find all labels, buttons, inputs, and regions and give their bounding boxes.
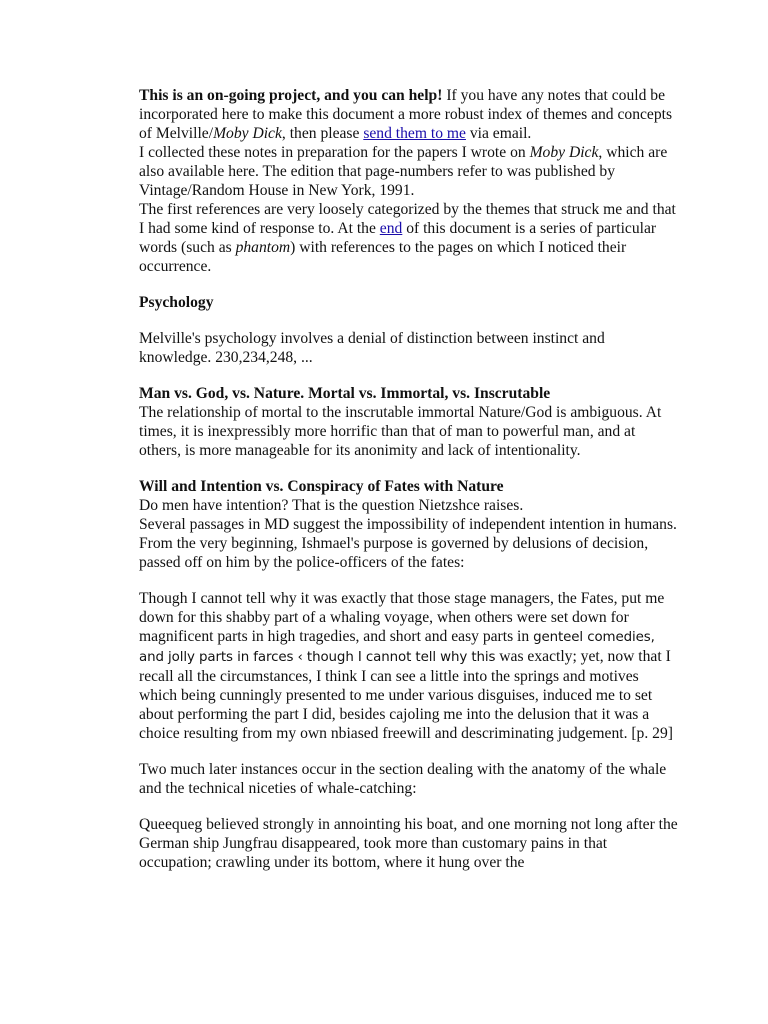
spacer [139,367,679,384]
edition-text-b: , which are also available here. The edition that page-numbers refer to was published by Vintage/Random House in New York, 1991. [139,144,668,199]
queequeg-quote: Queequeg believed strongly in annointing his boat, and one morning not long after the German ship Jungfrau disappeared, took more than customary pains in that occupation; crawling under its bottom, where it hung over the [139,816,678,871]
will-heading: Will and Intention vs. Conspiracy of Fates with Nature [139,478,504,495]
psychology-body: Melville's psychology involves a denial of distinction between instinct and knowledge. 230,234,248, ... [139,330,605,366]
spacer [139,312,679,329]
spacer [139,743,679,760]
edition-paragraph [139,143,679,200]
end-link[interactable]: end [379,220,403,237]
spacer [139,572,679,589]
references-text-b: of this document is a series of particular words (such as [139,220,657,256]
spacer [139,276,679,293]
phantom-word: phantom [235,239,291,256]
will-line-2: Several passages in MD suggest the impossibility of independent intention in humans. From the very beginning, Ishmael's purpose is governed by delusions of decision, passed off on him by the police-officers of the fates: [139,516,677,571]
spacer [139,798,679,815]
fates-quote-part-3: was exactly; yet, now that I recall all the circumstances, I think I can see a little into the springs and motives which being cunningly presented to me under various disguises, induced me to set about performing the part I did, besides cajoling me into the delusion that it was a choice resulting from my own nbiased freewill and descriminating judgement. [p. 29] [139,648,673,742]
transition-paragraph: Two much later instances occur in the section dealing with the anatomy of the whale and the technical niceties of whale-catching: [139,761,667,797]
intro-bold-lead: This is an on-going project, and you can help! [139,87,443,104]
references-text-c: ) with references to the pages on which I noticed their occurrence. [139,239,627,275]
references-paragraph [139,200,679,276]
moby-dick-title-1: Moby Dick [213,125,282,142]
fates-quote-part-2: genteel comedies, and jolly parts in farces ‹ though I cannot tell why this [139,630,655,665]
document-body [139,86,679,872]
will-line-1: Do men have intention? That is the question Nietzshce raises. [139,497,524,514]
edition-text-a: I collected these notes in preparation for the papers I wrote on [139,144,530,161]
intro-text-3: via email. [465,125,532,142]
fates-quote-part-1: Though I cannot tell why it was exactly that those stage managers, the Fates, put me down for this shabby part of a whaling voyage, when others were set down for magnificent parts in high tragedies, and short and easy parts in [139,590,665,645]
references-text-a: The first references are very loosely categorized by the themes that struck me and that I had some kind of response to. At the [139,201,676,237]
fates-quote [139,589,679,743]
moby-dick-title-2: Moby Dick [529,144,599,161]
intro-paragraph [139,86,679,143]
intro-text-2: , then please [281,125,364,142]
psychology-heading: Psychology [139,294,214,311]
man-vs-god-heading: Man vs. God, vs. Nature. Mortal vs. Immortal, vs. Inscrutable [139,385,551,402]
man-vs-god-body: The relationship of mortal to the inscrutable immortal Nature/God is ambiguous. At times, it is inexpressibly more horrific than that of man to powerful man, and at others, is more manageable for its anonimity and lack of intentionality. [139,404,662,459]
intro-text-1: If you have any notes that could be incorporated here to make this document a more robust index of themes and concepts of Melville/ [139,87,673,142]
spacer [139,460,679,477]
send-them-link[interactable]: send them to me [363,125,466,142]
